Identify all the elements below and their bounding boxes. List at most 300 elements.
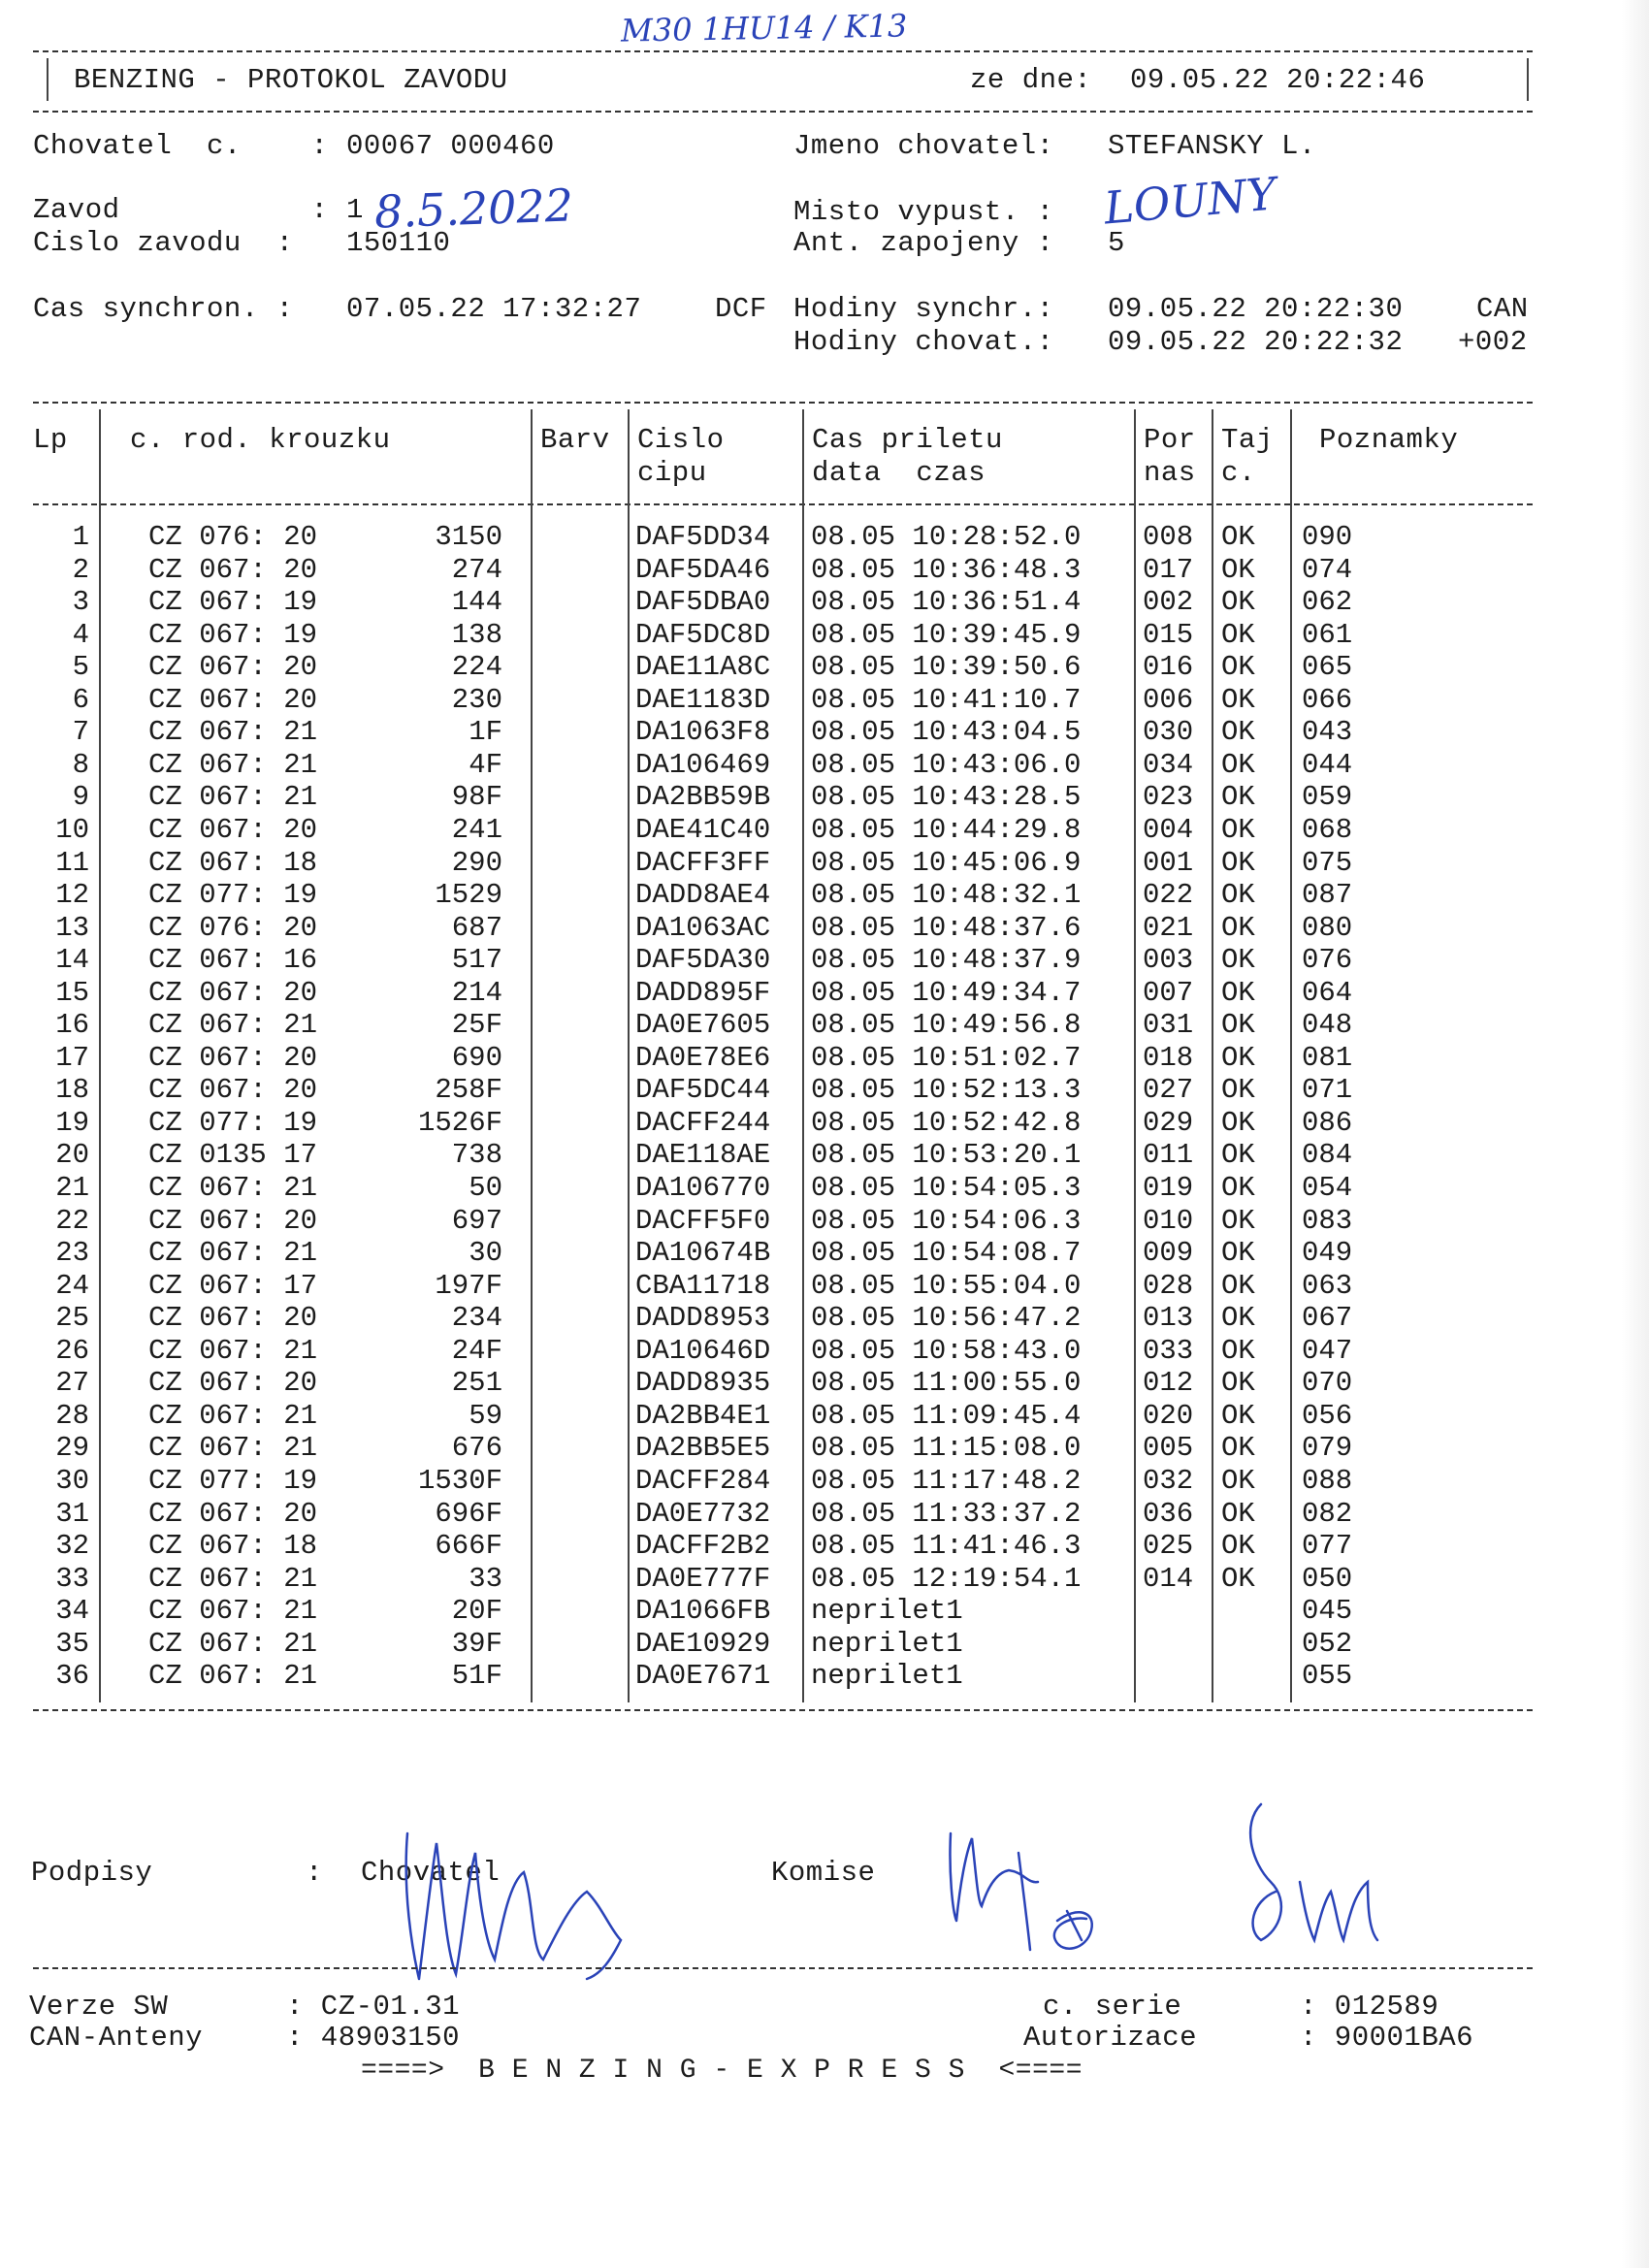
- row-arrival-time: 08.05 10:28:52.0: [811, 521, 1082, 553]
- row-ring-number: 50: [469, 1172, 502, 1204]
- row-rank: 008: [1143, 521, 1194, 553]
- row-lp: 25: [55, 1302, 89, 1335]
- row-ring-number: 290: [451, 846, 502, 879]
- row-notes: 062: [1302, 586, 1353, 619]
- row-notes: 068: [1302, 813, 1353, 846]
- row-ring-number: 214: [451, 976, 502, 1009]
- row-chip-id: DA106770: [635, 1172, 771, 1204]
- col-header-chip-2: cipu: [637, 457, 707, 489]
- row-lp: 33: [55, 1562, 89, 1595]
- row-secret-check: OK: [1221, 781, 1255, 814]
- row-notes: 056: [1302, 1399, 1353, 1432]
- row-lp: 20: [55, 1139, 89, 1172]
- row-ring-number: 1F: [469, 716, 502, 749]
- row-notes: 088: [1302, 1464, 1353, 1497]
- col-separator: [1212, 409, 1213, 1702]
- row-secret-check: OK: [1221, 716, 1255, 749]
- row-chip-id: DA1063F8: [635, 716, 771, 749]
- row-secret-check: OK: [1221, 1497, 1255, 1530]
- row-chip-id: DA1066FB: [635, 1595, 771, 1628]
- col-header-secret: Taj: [1221, 424, 1274, 456]
- row-ring-number: 197F: [435, 1269, 502, 1302]
- chovatel-label: Chovatel c. :: [33, 130, 329, 162]
- row-ring: CZ 067: 21: [148, 716, 318, 749]
- row-secret-check: OK: [1221, 1302, 1255, 1335]
- row-notes: 084: [1302, 1139, 1353, 1172]
- komise-signature-label: Komise: [771, 1857, 876, 1889]
- row-ring: CZ 077: 19: [148, 879, 318, 912]
- row-ring: CZ 0135 17: [148, 1139, 318, 1172]
- col-header-ring: c. rod. krouzku: [130, 424, 391, 456]
- row-ring: CZ 067: 20: [148, 683, 318, 716]
- row-notes: 070: [1302, 1367, 1353, 1400]
- row-rank: 029: [1143, 1106, 1194, 1139]
- zavod-label: Zavod :: [33, 194, 329, 226]
- col-header-rank-2: nas: [1144, 457, 1196, 489]
- row-arrival-time: 08.05 12:19:54.1: [811, 1562, 1082, 1595]
- row-lp: 26: [55, 1334, 89, 1367]
- row-lp: 21: [55, 1172, 89, 1204]
- row-rank: 032: [1143, 1464, 1194, 1497]
- row-ring-number: 51F: [451, 1660, 502, 1693]
- row-arrival-time: 08.05 10:48:37.9: [811, 944, 1082, 977]
- row-ring: CZ 067: 21: [148, 1009, 318, 1042]
- col-separator: [628, 409, 630, 1702]
- row-arrival-time: 08.05 10:54:05.3: [811, 1172, 1082, 1204]
- row-lp: 14: [55, 944, 89, 977]
- row-arrival-time: neprilet1: [811, 1660, 963, 1693]
- col-header-secret-2: c.: [1221, 457, 1256, 489]
- misto-label: Misto vypust. :: [793, 196, 1054, 228]
- row-arrival-time: 08.05 10:39:50.6: [811, 651, 1082, 684]
- row-arrival-time: 08.05 10:43:06.0: [811, 748, 1082, 781]
- row-ring-number: 138: [451, 618, 502, 651]
- row-secret-check: OK: [1221, 1562, 1255, 1595]
- chovatel-number: 00067 000460: [346, 130, 555, 162]
- row-lp: 31: [55, 1497, 89, 1530]
- row-rank: 034: [1143, 748, 1194, 781]
- row-lp: 22: [55, 1204, 89, 1237]
- row-lp: 10: [55, 813, 89, 846]
- row-lp: 18: [55, 1074, 89, 1107]
- row-secret-check: OK: [1221, 1204, 1255, 1237]
- row-secret-check: OK: [1221, 1269, 1255, 1302]
- row-rank: 025: [1143, 1530, 1194, 1563]
- row-chip-id: DACFF244: [635, 1106, 771, 1139]
- row-chip-id: DA0E78E6: [635, 1041, 771, 1074]
- row-notes: 074: [1302, 553, 1353, 586]
- row-ring: CZ 067: 20: [148, 1041, 318, 1074]
- chovatel-signature-label: Chovatel: [361, 1857, 501, 1889]
- col-header-rank: Por: [1144, 424, 1196, 456]
- hodiny-chovat-value: 09.05.22 20:22:32: [1108, 326, 1404, 358]
- row-lp: 35: [55, 1627, 89, 1660]
- row-secret-check: OK: [1221, 1172, 1255, 1204]
- row-ring: CZ 067: 18: [148, 846, 318, 879]
- row-lp: 28: [55, 1399, 89, 1432]
- row-ring: CZ 077: 19: [148, 1106, 318, 1139]
- authorization-label: Autorizace: [1023, 2022, 1198, 2054]
- row-lp: 19: [55, 1106, 89, 1139]
- row-secret-check: OK: [1221, 1432, 1255, 1465]
- row-notes: 087: [1302, 879, 1353, 912]
- row-chip-id: DACFF5F0: [635, 1204, 771, 1237]
- row-chip-id: DA2BB4E1: [635, 1399, 771, 1432]
- row-notes: 079: [1302, 1432, 1353, 1465]
- row-arrival-time: 08.05 10:54:06.3: [811, 1204, 1082, 1237]
- row-lp: 36: [55, 1660, 89, 1693]
- col-separator: [531, 409, 533, 1702]
- row-ring: CZ 067: 21: [148, 1660, 318, 1693]
- row-chip-id: DA2BB59B: [635, 781, 771, 814]
- handwritten-race-date: 8.5.2022: [373, 178, 574, 239]
- row-ring: CZ 077: 19: [148, 1464, 318, 1497]
- row-lp: 3: [72, 586, 89, 619]
- row-lp: 30: [55, 1464, 89, 1497]
- row-chip-id: DAF5DC8D: [635, 618, 771, 651]
- row-arrival-time: 08.05 11:00:55.0: [811, 1367, 1082, 1400]
- row-ring: CZ 067: 20: [148, 1204, 318, 1237]
- row-ring: CZ 067: 21: [148, 1399, 318, 1432]
- row-notes: 064: [1302, 976, 1353, 1009]
- row-rank: 013: [1143, 1302, 1194, 1335]
- row-chip-id: DADD8935: [635, 1367, 771, 1400]
- podpisy-colon: :: [306, 1857, 323, 1889]
- row-chip-id: DA2BB5E5: [635, 1432, 771, 1465]
- brand-banner: ====> B E N Z I N G - E X P R E S S <====: [361, 2056, 1083, 2086]
- row-rank: 022: [1143, 879, 1194, 912]
- row-notes: 081: [1302, 1041, 1353, 1074]
- row-arrival-time: 08.05 10:52:13.3: [811, 1074, 1082, 1107]
- row-rank: 011: [1143, 1139, 1194, 1172]
- row-secret-check: OK: [1221, 1530, 1255, 1563]
- row-rank: 003: [1143, 944, 1194, 977]
- row-arrival-time: 08.05 10:49:56.8: [811, 1009, 1082, 1042]
- row-chip-id: DA10646D: [635, 1334, 771, 1367]
- row-ring-number: 517: [451, 944, 502, 977]
- row-ring: CZ 067: 21: [148, 1627, 318, 1660]
- protocol-title: BENZING - PROTOKOL ZAVODU: [74, 64, 508, 96]
- row-arrival-time: 08.05 10:58:43.0: [811, 1334, 1082, 1367]
- row-lp: 29: [55, 1432, 89, 1465]
- row-rank: 017: [1143, 553, 1194, 586]
- row-ring: CZ 067: 20: [148, 1302, 318, 1335]
- row-arrival-time: 08.05 10:53:20.1: [811, 1139, 1082, 1172]
- row-ring-number: 234: [451, 1302, 502, 1335]
- row-notes: 050: [1302, 1562, 1353, 1595]
- row-notes: 090: [1302, 521, 1353, 553]
- row-notes: 063: [1302, 1269, 1353, 1302]
- row-rank: 028: [1143, 1269, 1194, 1302]
- row-ring: CZ 067: 20: [148, 1497, 318, 1530]
- row-chip-id: DA0E777F: [635, 1562, 771, 1595]
- cas-synchron-value: 07.05.22 17:32:27: [346, 293, 642, 325]
- serial-value: : 012589: [1300, 1991, 1439, 2023]
- row-secret-check: OK: [1221, 1464, 1255, 1497]
- row-secret-check: OK: [1221, 879, 1255, 912]
- row-rank: 016: [1143, 651, 1194, 684]
- row-notes: 055: [1302, 1660, 1353, 1693]
- row-rank: 018: [1143, 1041, 1194, 1074]
- row-rank: 033: [1143, 1334, 1194, 1367]
- row-notes: 052: [1302, 1627, 1353, 1660]
- row-arrival-time: 08.05 10:39:45.9: [811, 618, 1082, 651]
- col-header-barv: Barv: [540, 424, 610, 456]
- row-ring-number: 144: [451, 586, 502, 619]
- row-secret-check: OK: [1221, 586, 1255, 619]
- row-rank: 007: [1143, 976, 1194, 1009]
- row-notes: 049: [1302, 1237, 1353, 1270]
- row-chip-id: DAF5DA46: [635, 553, 771, 586]
- row-arrival-time: neprilet1: [811, 1627, 963, 1660]
- cas-synchron-label: Cas synchron. :: [33, 293, 294, 325]
- row-lp: 27: [55, 1367, 89, 1400]
- header-bottom-rule: [33, 111, 1533, 113]
- row-secret-check: OK: [1221, 1009, 1255, 1042]
- row-lp: 7: [72, 716, 89, 749]
- row-ring: CZ 067: 20: [148, 553, 318, 586]
- row-arrival-time: 08.05 10:54:08.7: [811, 1237, 1082, 1270]
- row-rank: 004: [1143, 813, 1194, 846]
- row-ring-number: 33: [469, 1562, 502, 1595]
- row-ring-number: 4F: [469, 748, 502, 781]
- row-secret-check: OK: [1221, 1237, 1255, 1270]
- breeder-name: STEFANSKY L.: [1108, 130, 1316, 162]
- row-rank: 012: [1143, 1367, 1194, 1400]
- row-ring-number: 1530F: [417, 1464, 502, 1497]
- row-rank: 010: [1143, 1204, 1194, 1237]
- sw-version-label: Verze SW: [29, 1991, 169, 2023]
- row-notes: 082: [1302, 1497, 1353, 1530]
- podpisy-label: Podpisy: [31, 1857, 153, 1889]
- scan-edge-shadow: [1622, 0, 1649, 2268]
- row-chip-id: CBA11718: [635, 1269, 771, 1302]
- row-ring: CZ 067: 20: [148, 1074, 318, 1107]
- row-arrival-time: 08.05 10:45:06.9: [811, 846, 1082, 879]
- row-arrival-time: 08.05 10:43:28.5: [811, 781, 1082, 814]
- row-chip-id: DA106469: [635, 748, 771, 781]
- row-ring-number: 230: [451, 683, 502, 716]
- row-ring: CZ 067: 21: [148, 1432, 318, 1465]
- row-notes: 048: [1302, 1009, 1353, 1042]
- row-lp: 5: [72, 651, 89, 684]
- row-ring: CZ 067: 19: [148, 586, 318, 619]
- header-left-border: [47, 58, 48, 101]
- row-lp: 34: [55, 1595, 89, 1628]
- row-ring-number: 738: [451, 1139, 502, 1172]
- can-antennas-value: : 48903150: [286, 2022, 461, 2054]
- protocol-date-label: ze dne:: [970, 64, 1092, 96]
- row-rank: 001: [1143, 846, 1194, 879]
- row-arrival-time: 08.05 11:17:48.2: [811, 1464, 1082, 1497]
- row-notes: 066: [1302, 683, 1353, 716]
- row-lp: 11: [55, 846, 89, 879]
- row-ring-number: 3150: [435, 521, 502, 553]
- row-secret-check: OK: [1221, 683, 1255, 716]
- row-lp: 17: [55, 1041, 89, 1074]
- row-ring-number: 1529: [435, 879, 502, 912]
- row-lp: 2: [72, 553, 89, 586]
- row-ring: CZ 067: 21: [148, 1172, 318, 1204]
- row-notes: 075: [1302, 846, 1353, 879]
- row-notes: 047: [1302, 1334, 1353, 1367]
- row-rank: 030: [1143, 716, 1194, 749]
- row-chip-id: DA0E7605: [635, 1009, 771, 1042]
- row-arrival-time: 08.05 10:36:48.3: [811, 553, 1082, 586]
- row-ring-number: 251: [451, 1367, 502, 1400]
- row-chip-id: DADD8AE4: [635, 879, 771, 912]
- hodiny-synchr-label: Hodiny synchr.:: [793, 293, 1054, 325]
- row-notes: 076: [1302, 944, 1353, 977]
- row-arrival-time: 08.05 10:43:04.5: [811, 716, 1082, 749]
- row-chip-id: DAF5DA30: [635, 944, 771, 977]
- row-lp: 12: [55, 879, 89, 912]
- row-ring-number: 1526F: [417, 1106, 502, 1139]
- row-notes: 071: [1302, 1074, 1353, 1107]
- row-arrival-time: 08.05 11:09:45.4: [811, 1399, 1082, 1432]
- row-chip-id: DAE1183D: [635, 683, 771, 716]
- row-ring-number: 30: [469, 1237, 502, 1270]
- hodiny-synchr-source: CAN: [1476, 293, 1529, 325]
- row-notes: 083: [1302, 1204, 1353, 1237]
- row-arrival-time: 08.05 11:33:37.2: [811, 1497, 1082, 1530]
- row-ring-number: 690: [451, 1041, 502, 1074]
- row-chip-id: DACFF2B2: [635, 1530, 771, 1563]
- row-rank: 015: [1143, 618, 1194, 651]
- row-secret-check: OK: [1221, 846, 1255, 879]
- row-secret-check: OK: [1221, 813, 1255, 846]
- row-secret-check: OK: [1221, 1139, 1255, 1172]
- row-chip-id: DAE41C40: [635, 813, 771, 846]
- row-chip-id: DADD8953: [635, 1302, 771, 1335]
- row-ring-number: 696F: [435, 1497, 502, 1530]
- row-rank: 031: [1143, 1009, 1194, 1042]
- row-secret-check: OK: [1221, 1074, 1255, 1107]
- row-secret-check: OK: [1221, 618, 1255, 651]
- col-separator: [99, 409, 101, 1702]
- row-rank: 027: [1143, 1074, 1194, 1107]
- table-top-rule: [33, 402, 1533, 404]
- row-ring-number: 224: [451, 651, 502, 684]
- hodiny-chovat-label: Hodiny chovat.:: [793, 326, 1054, 358]
- row-ring-number: 666F: [435, 1530, 502, 1563]
- row-notes: 067: [1302, 1302, 1353, 1335]
- row-notes: 065: [1302, 651, 1353, 684]
- row-rank: 006: [1143, 683, 1194, 716]
- row-chip-id: DACFF3FF: [635, 846, 771, 879]
- col-separator: [802, 409, 804, 1702]
- handwritten-release-place: LOUNY: [1101, 167, 1278, 235]
- cas-synchron-source: DCF: [715, 293, 767, 325]
- row-lp: 16: [55, 1009, 89, 1042]
- row-ring: CZ 067: 20: [148, 976, 318, 1009]
- row-notes: 044: [1302, 748, 1353, 781]
- row-arrival-time: 08.05 10:36:51.4: [811, 586, 1082, 619]
- antennas-value: 5: [1108, 227, 1125, 259]
- row-secret-check: OK: [1221, 1367, 1255, 1400]
- row-arrival-time: 08.05 10:52:42.8: [811, 1106, 1082, 1139]
- row-ring-number: 20F: [451, 1595, 502, 1628]
- row-chip-id: DA0E7732: [635, 1497, 771, 1530]
- row-chip-id: DA0E7671: [635, 1660, 771, 1693]
- row-ring-number: 98F: [451, 781, 502, 814]
- commission-signature-2: [1222, 1785, 1416, 1960]
- row-rank: 002: [1143, 586, 1194, 619]
- row-ring: CZ 067: 18: [148, 1530, 318, 1563]
- row-ring-number: 241: [451, 813, 502, 846]
- row-ring: CZ 067: 21: [148, 781, 318, 814]
- row-secret-check: OK: [1221, 1106, 1255, 1139]
- row-ring: CZ 067: 21: [148, 1562, 318, 1595]
- row-ring-number: 25F: [451, 1009, 502, 1042]
- col-separator: [1290, 409, 1292, 1702]
- row-lp: 23: [55, 1237, 89, 1270]
- row-secret-check: OK: [1221, 521, 1255, 553]
- row-arrival-time: 08.05 10:48:37.6: [811, 911, 1082, 944]
- row-arrival-time: 08.05 10:56:47.2: [811, 1302, 1082, 1335]
- handwritten-reference: M30 1HU14 / K13: [620, 7, 908, 49]
- row-arrival-time: neprilet1: [811, 1595, 963, 1628]
- table-bottom-rule: [33, 1709, 1533, 1711]
- row-rank: 005: [1143, 1432, 1194, 1465]
- protocol-date: 09.05.22 20:22:46: [1130, 64, 1426, 96]
- cislo-zavodu-label: Cislo zavodu :: [33, 227, 294, 259]
- row-rank: 036: [1143, 1497, 1194, 1530]
- row-secret-check: OK: [1221, 651, 1255, 684]
- row-secret-check: OK: [1221, 1041, 1255, 1074]
- row-arrival-time: 08.05 10:41:10.7: [811, 683, 1082, 716]
- serial-label: c. serie: [1043, 1991, 1182, 2023]
- footer-top-rule: [33, 1967, 1533, 1969]
- row-arrival-time: 08.05 11:41:46.3: [811, 1530, 1082, 1563]
- col-header-notes: Poznamky: [1319, 424, 1459, 456]
- row-lp: 9: [72, 781, 89, 814]
- row-ring: CZ 067: 20: [148, 651, 318, 684]
- row-chip-id: DAF5DC44: [635, 1074, 771, 1107]
- row-chip-id: DAE118AE: [635, 1139, 771, 1172]
- row-ring-number: 274: [451, 553, 502, 586]
- row-arrival-time: 08.05 10:49:34.7: [811, 976, 1082, 1009]
- row-secret-check: OK: [1221, 911, 1255, 944]
- authorization-value: : 90001BA6: [1300, 2022, 1474, 2054]
- zavod-value: 1: [346, 194, 364, 226]
- row-secret-check: OK: [1221, 976, 1255, 1009]
- hodiny-synchr-value: 09.05.22 20:22:30: [1108, 293, 1404, 325]
- row-rank: 019: [1143, 1172, 1194, 1204]
- row-arrival-time: 08.05 10:48:32.1: [811, 879, 1082, 912]
- row-secret-check: OK: [1221, 553, 1255, 586]
- row-chip-id: DAF5DBA0: [635, 586, 771, 619]
- row-rank: 009: [1143, 1237, 1194, 1270]
- breeder-signature: [378, 1814, 640, 1989]
- row-secret-check: OK: [1221, 1399, 1255, 1432]
- row-lp: 15: [55, 976, 89, 1009]
- row-rank: 020: [1143, 1399, 1194, 1432]
- col-header-chip: Cislo: [637, 424, 725, 456]
- row-secret-check: OK: [1221, 1334, 1255, 1367]
- row-lp: 6: [72, 683, 89, 716]
- row-rank: 021: [1143, 911, 1194, 944]
- cislo-zavodu-value: 150110: [346, 227, 451, 259]
- jmeno-label: Jmeno chovatel:: [793, 130, 1054, 162]
- row-notes: 043: [1302, 716, 1353, 749]
- row-lp: 32: [55, 1530, 89, 1563]
- col-header-time-2: data czas: [812, 457, 986, 489]
- antennas-label: Ant. zapojeny :: [793, 227, 1054, 259]
- sw-version-value: : CZ-01.31: [286, 1991, 461, 2023]
- row-ring: CZ 067: 21: [148, 1595, 318, 1628]
- row-rank: 023: [1143, 781, 1194, 814]
